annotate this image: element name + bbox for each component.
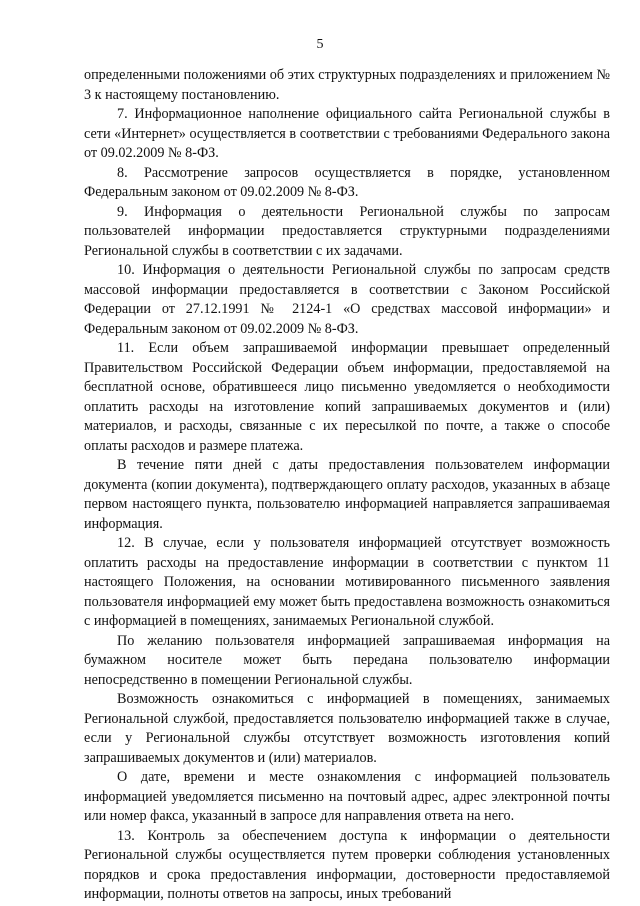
paragraph-item-12-second: По желанию пользователя информацией запрашиваемая информация на бумажном носителе может быть передана пользователю информации непосредственно в помещении Региональной службы. — [84, 632, 610, 688]
paragraph-item-9: 9. Информация о деятельности Региональной службы по запросам пользователей информации предоставляется структурными подразделениями Региональной службы в соответствии с их задачами. — [84, 203, 610, 259]
paragraph-item-12-fourth: О дате, времени и месте ознакомления с информацией пользователь информацией уведомляется письменно на почтовый адрес, адрес электронной почты или номер факса, указанный в запросе для направления ответа на него. — [84, 769, 610, 824]
paragraph-item-8: 8. Рассмотрение запросов осуществляется в порядке, установленном Федеральным законом от 09.02.2009 № 8-ФЗ. — [84, 164, 610, 200]
paragraph-item-12: 12. В случае, если у пользователя информацией отсутствует возможность оплатить расходы на предоставление информации в соответствии с пунктом 11 настоящего Положения, на основании мотивированного письменного заявления пользователя информацией ему может быть предоставлена возможность ознакомиться с информацией в помещениях, занимаемых Региональной службой. — [84, 535, 610, 629]
paragraph-item-13: 13. Контроль за обеспечением доступа к информации о деятельности Региональной службы осуществляется путем проверки соблюдения установленных порядков и срока предоставления информации, достоверности предоставляемой информации, полноты ответов на запросы, иных требований — [84, 827, 610, 902]
paragraph-item-11: 11. Если объем запрашиваемой информации превышает определенный Правительством Российской Федерации объем информации, предоставляемой на бесплатной основе, обратившееся лицо письменно уведомляется о необходимости оплатить расходы на изготовление копий запрашиваемых документов и (или) материалов, и расходы, связанные с их пересылкой по почте, а также о способе оплаты расходов и размере платежа. — [84, 340, 610, 454]
paragraph-item-12-third: Возможность ознакомиться с информацией в помещениях, занимаемых Региональной службой, предоставляется пользователю информацией также в случае, если у Региональной службы отсутствует возможность изготовления копий запрашиваемых документов и (или) материалов. — [84, 691, 610, 766]
paragraph-item-11-second: В течение пяти дней с даты предоставления пользователем информации документа (копии документа), подтверждающего оплату расходов, указанных в абзаце первом настоящего пункта, пользователю информацией направляется запрашиваемая информация. — [84, 457, 610, 532]
paragraph-item-10: 10. Информация о деятельности Региональной службы по запросам средств массовой информации предоставляется в соответствии с Законом Российской Федерации от 27.12.1991 № 2124-1 «О средствах массовой информации» и Федеральным законом от 09.02.2009 № 8-ФЗ. — [84, 262, 610, 337]
paragraph-item-7: 7. Информационное наполнение официального сайта Региональной службы в сети «Интернет» осуществляется в соответствии с требованиями Федерального закона от 09.02.2009 № 8-ФЗ. — [84, 106, 610, 161]
paragraph-continuation: определенными положениями об этих структурных подразделениях и приложением № 3 к настоящему постановлению. — [84, 67, 610, 103]
page-number: 5 — [316, 37, 324, 52]
document-body — [84, 66, 610, 905]
